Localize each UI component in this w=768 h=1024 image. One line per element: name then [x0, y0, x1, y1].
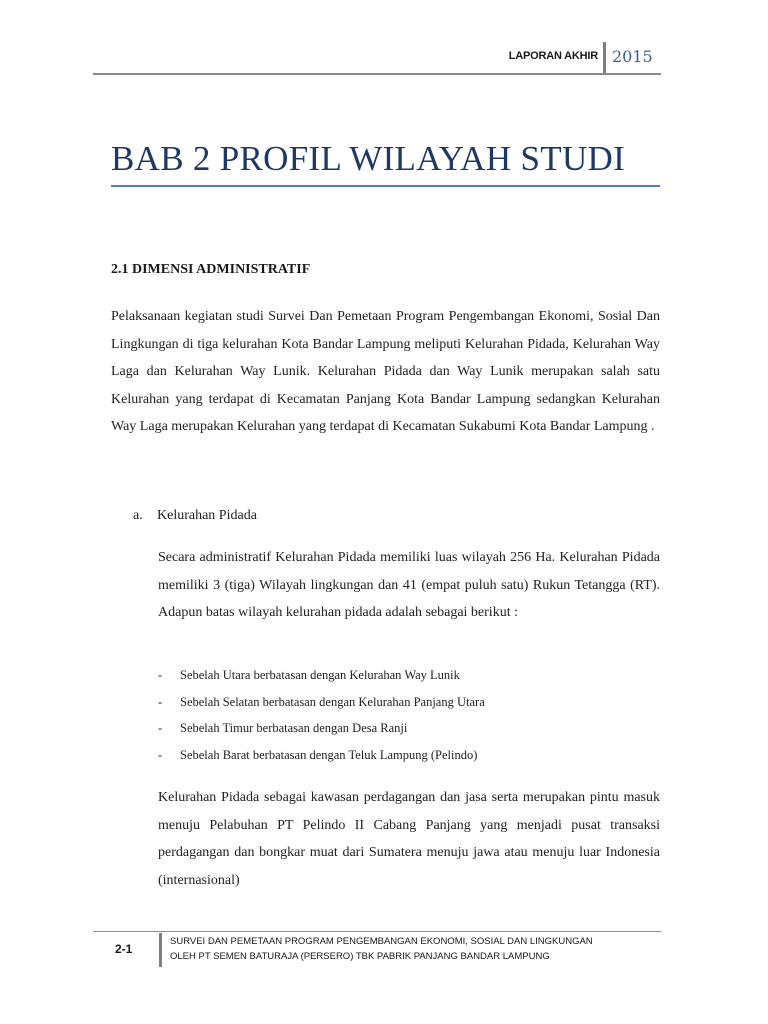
list-item-text: Sebelah Timur berbatasan dengan Desa Ranji [180, 721, 408, 736]
list-item [158, 668, 485, 695]
list-item [158, 748, 485, 775]
list-dash: - [158, 748, 163, 763]
section-heading: 2.1 DIMENSI ADMINISTRATIF [111, 262, 311, 277]
intro-paragraph: Pelaksanaan kegiatan studi Survei Dan Pemetaan Program Pengembangan Ekonomi, Sosial Dan Lingkungan di tiga kelurahan Kota Bandar Lampung meliputi Kelurahan Pidada, Kelurahan Way Laga dan Kelurahan Way Lunik. Kelurahan Pidada dan Way Lunik merupakan salah satu Kelurahan yang terdapat di Kecamatan Panjang Kota Bandar Lampung sedangkan Kelurahan Way Laga merupakan Kelurahan yang terdapat di Kecamatan Sukabumi Kota Bandar Lampung . [111, 309, 660, 434]
list-item [158, 721, 485, 748]
footer-rule [93, 931, 661, 932]
list-dash: - [158, 668, 163, 682]
list-dash: - [158, 721, 163, 736]
report-year: 2015 [612, 47, 653, 66]
subsection-paragraph-2: Kelurahan Pidada sebagai kawasan perdagangan dan jasa serta merupakan pintu masuk menuju Pelabuhan PT Pelindo II Cabang Panjang yang menjadi pusat transaksi perdagangan dan bongkar muat dari Sumatera menuju jawa atau menuju luar Indonesia (internasional) [158, 790, 660, 888]
subsection-marker: a. [133, 508, 143, 523]
footer-line-2: OLEH PT SEMEN BATURAJA (PERSERO) TBK PABRIK PANJANG BANDAR LAMPUNG [170, 950, 550, 962]
list-item-text: Sebelah Barat berbatasan dengan Teluk Lampung (Pelindo) [180, 748, 478, 763]
header-rule [93, 73, 661, 75]
list-item [158, 695, 485, 722]
list-dash: - [158, 694, 163, 709]
report-label: LAPORAN AKHIR [508, 50, 598, 62]
list-item-text: Sebelah Selatan berbatasan dengan Kelurahan Panjang Utara [180, 694, 485, 709]
subsection-paragraph-1: Secara administratif Kelurahan Pidada memiliki luas wilayah 256 Ha. Kelurahan Pidada memiliki 3 (tiga) Wilayah lingkungan dan 41 (empat puluh satu) Rukun Tetangga (RT). Adapun batas wilayah kelurahan pidada adalah sebagai berikut : [158, 550, 660, 620]
chapter-title: BAB 2 PROFIL WILAYAH STUDI [111, 139, 626, 178]
title-underline [111, 185, 660, 187]
footer-divider [159, 933, 162, 967]
footer-text [170, 935, 593, 964]
header-divider [603, 42, 606, 74]
boundary-list [158, 668, 485, 775]
list-item-text: Sebelah Utara berbatasan dengan Kelurahan Way Lunik [180, 668, 460, 682]
page-number: 2-1 [115, 942, 133, 956]
subsection-heading [133, 508, 257, 524]
footer-line-1: SURVEI DAN PEMETAAN PROGRAM PENGEMBANGAN EKONOMI, SOSIAL DAN LINGKUNGAN [170, 936, 593, 947]
subsection-title: Kelurahan Pidada [157, 508, 257, 523]
